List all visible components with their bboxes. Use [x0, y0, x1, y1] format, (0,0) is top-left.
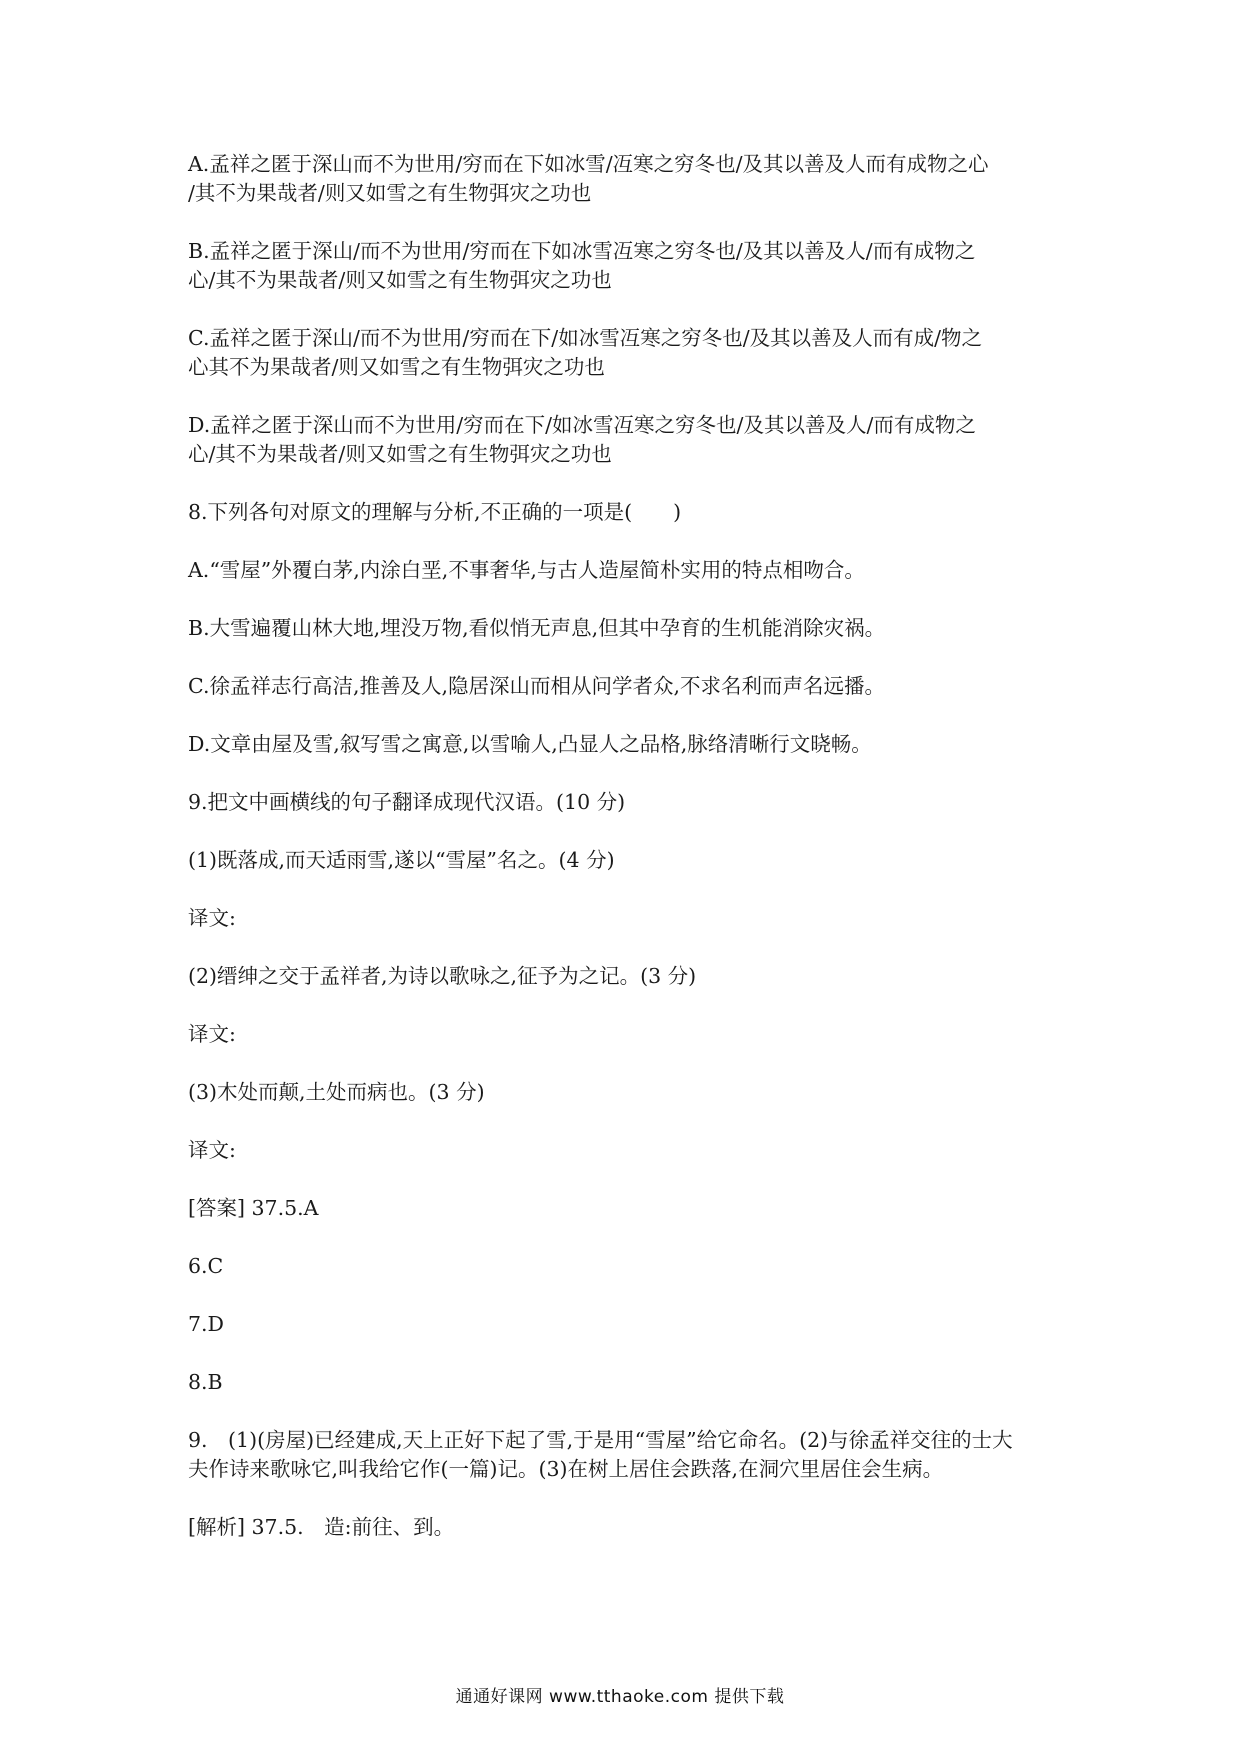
q8-stem: 8.下列各句对原文的理解与分析,不正确的一项是( ) [188, 500, 682, 524]
q8-option-c: C.徐孟祥志行高洁,推善及人,隐居深山而相从问学者众,不求名利而声名远播。 [188, 674, 886, 698]
analysis-text: [解析] 37.5. 造:前往、到。 [188, 1515, 455, 1539]
q7-option-d-line-1: D.孟祥之匿于深山而不为世用/穷而在下/如冰雪冱寒之穷冬也/及其以善及人/而有成物之 [188, 413, 976, 437]
q9-item-1-sentence: (1)既落成,而天适雨雪,遂以“雪屋”名之。(4 分) [188, 848, 615, 872]
q9-stem: 9.把文中画横线的句子翻译成现代汉语。(10 分) [188, 790, 626, 814]
q9-item-3-sentence: (3)木处而颠,土处而病也。(3 分) [188, 1080, 485, 1104]
q7-option-b [188, 237, 1068, 295]
q7-option-a [188, 150, 1068, 208]
q7-option-c [188, 324, 1068, 382]
q9-item-3-label: 译文: [188, 1138, 236, 1162]
q7-option-d [188, 411, 1068, 469]
q8-option-d: D.文章由屋及雪,叙写雪之寓意,以雪喻人,凸显人之品格,脉络清晰行文晓畅。 [188, 732, 872, 756]
q8-option-b: B.大雪遍覆山林大地,埋没万物,看似悄无声息,但其中孕育的生机能消除灾祸。 [188, 616, 886, 640]
q8-option-a: A.“雪屋”外覆白茅,内涂白垩,不事奢华,与古人造屋简朴实用的特点相吻合。 [188, 558, 865, 582]
answer-item-9 [188, 1426, 1068, 1484]
q7-option-c-line-1: C.孟祥之匿于深山/而不为世用/穷而在下/如冰雪冱寒之穷冬也/及其以善及人而有成/物之 [188, 326, 983, 350]
q7-option-b-line-2: 心/其不为果哉者/则又如雪之有生物弭灾之功也 [188, 268, 612, 292]
q7-option-b-line-1: B.孟祥之匿于深山/而不为世用/穷而在下如冰雪冱寒之穷冬也/及其以善及人/而有成物之 [188, 239, 976, 263]
answers-header: [答案] 37.5.A [188, 1196, 319, 1220]
q7-option-a-line-2: /其不为果哉者/则又如雪之有生物弭灾之功也 [188, 181, 592, 205]
q9-item-2-label: 译文: [188, 1022, 236, 1046]
q9-item-2-sentence: (2)缙绅之交于孟祥者,为诗以歌咏之,征予为之记。(3 分) [188, 964, 697, 988]
answer-item-7: 7.D [188, 1312, 224, 1336]
answer-item-6: 6.C [188, 1254, 224, 1278]
q9-item-1-label: 译文: [188, 906, 236, 930]
q7-option-d-line-2: 心/其不为果哉者/则又如雪之有生物弭灾之功也 [188, 442, 612, 466]
q7-option-a-line-1: A.孟祥之匿于深山而不为世用/穷而在下如冰雪/冱寒之穷冬也/及其以善及人而有成物之心 [188, 152, 989, 176]
answer-item-9-line-1: 9. (1)(房屋)已经建成,天上正好下起了雪,于是用“雪屋”给它命名。(2)与徐孟祥交往的士大 [188, 1428, 1013, 1452]
document-body [188, 150, 1068, 1571]
page-footer: 通通好课网 www.tthaoke.com 提供下载 [455, 1687, 785, 1707]
answer-item-9-line-2: 夫作诗来歌咏它,叫我给它作(一篇)记。(3)在树上居住会跌落,在洞穴里居住会生病。 [188, 1457, 944, 1481]
q7-option-c-line-2: 心其不为果哉者/则又如雪之有生物弭灾之功也 [188, 355, 605, 379]
answer-item-8: 8.B [188, 1370, 223, 1394]
